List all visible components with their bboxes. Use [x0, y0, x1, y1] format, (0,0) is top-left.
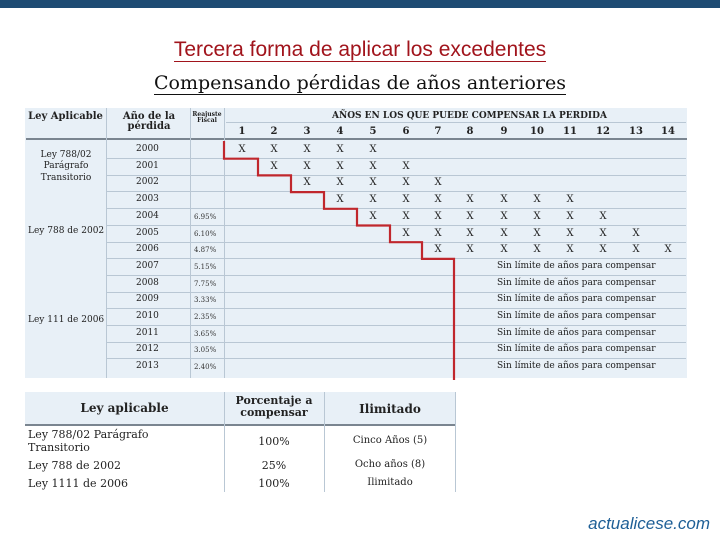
slide-title: Tercera forma de aplicar los excedentes [173, 38, 547, 61]
header-years-group: AÑOS EN LOS QUE PUEDE COMPENSAR LA PERDIDA [332, 111, 607, 121]
row-divider [106, 158, 686, 159]
header-group-underline [226, 122, 686, 123]
col-divider-2 [190, 108, 191, 378]
loss-year: 2002 [136, 177, 159, 188]
compensation-mark: X [466, 194, 474, 206]
compensation-mark: X [434, 227, 442, 239]
header-reajuste: Reajuste Fiscal [192, 111, 222, 124]
year-col-header: 6 [402, 126, 410, 137]
compensation-mark: X [402, 210, 410, 222]
table2-row-lim: Ocho años (8) [354, 459, 426, 470]
compensation-mark: X [466, 244, 474, 256]
compensation-mark: X [402, 194, 410, 206]
no-limit-note: Sin límite de años para compensar [497, 327, 656, 338]
compensation-mark: X [599, 244, 607, 256]
compensation-mark: X [303, 144, 311, 155]
loss-year: 2009 [136, 294, 159, 305]
compensation-mark: X [599, 227, 607, 239]
compensation-mark: X [336, 194, 344, 206]
loss-year: 2011 [136, 327, 159, 338]
compensation-mark: X [566, 244, 574, 256]
reajuste-value: 6.95% [194, 212, 217, 221]
year-col-header: 14 [661, 126, 675, 137]
reajuste-value: 7.75% [194, 279, 217, 288]
compensation-mark: X [369, 177, 377, 189]
compensation-mark: X [566, 227, 574, 239]
year-col-header: 4 [336, 126, 344, 137]
reajuste-value: 3.65% [194, 329, 217, 338]
no-limit-note: Sin límite de años para compensar [497, 361, 656, 372]
year-col-header: 11 [563, 126, 577, 137]
compensation-mark: X [500, 194, 508, 206]
no-limit-note: Sin límite de años para compensar [497, 344, 656, 355]
loss-year: 2005 [136, 227, 159, 238]
no-limit-note: Sin límite de años para compensar [497, 260, 656, 271]
compensation-mark: X [402, 227, 410, 239]
compensation-mark: X [500, 227, 508, 239]
col-divider-1 [106, 108, 107, 378]
year-col-header: 1 [238, 126, 246, 137]
loss-year: 2001 [136, 160, 159, 171]
compensation-mark: X [270, 144, 278, 155]
year-col-header: 8 [466, 126, 474, 137]
row-divider [106, 242, 686, 243]
table2-row-ley: Ley 1111 de 2006 [28, 477, 129, 490]
year-col-header: 3 [303, 126, 311, 137]
table2-right-edge [455, 392, 456, 492]
year-col-header: 12 [596, 126, 610, 137]
compensation-mark: X [369, 144, 377, 155]
row-divider [106, 175, 686, 176]
ley-label-788: Ley 788 de 2002 [28, 226, 105, 236]
table2-row-pct: 100% [258, 477, 290, 490]
compensation-mark: X [533, 194, 541, 206]
table2-row-pct: 100% [258, 435, 290, 448]
year-col-header: 7 [434, 126, 442, 137]
table2-header-lim: Ilimitado [359, 402, 421, 416]
compensation-mark: X [402, 160, 410, 172]
loss-year: 2006 [136, 244, 159, 255]
row-divider [106, 225, 686, 226]
compensation-mark: X [434, 177, 442, 189]
reajuste-value: 3.05% [194, 346, 217, 355]
compensation-mark: X [369, 160, 377, 172]
no-limit-note: Sin límite de años para compensar [497, 311, 656, 321]
compensation-mark: X [533, 210, 541, 222]
row-divider [106, 292, 686, 293]
compensation-mark: X [566, 194, 574, 206]
ley-label-transitorio: Ley 788/02 Parágrafo Transitorio [40, 150, 92, 183]
reajuste-value: 6.10% [194, 229, 217, 238]
reajuste-value: 4.87% [194, 246, 217, 255]
table2-col-divider-1 [224, 392, 225, 492]
row-divider [106, 208, 686, 209]
footer-brand: actualicese.com [588, 514, 710, 533]
reajuste-value: 5.15% [194, 262, 217, 271]
compensation-mark: X [303, 177, 311, 189]
compensation-mark: X [434, 210, 442, 222]
year-col-header: 5 [369, 126, 377, 137]
header-ley: Ley Aplicable [28, 111, 103, 122]
row-divider [106, 191, 686, 192]
compensation-mark: X [599, 210, 607, 222]
compensation-mark: X [533, 227, 541, 239]
compensation-mark: X [303, 160, 311, 172]
row-divider [106, 275, 686, 276]
compensation-mark: X [434, 244, 442, 256]
no-limit-note: Sin límite de años para compensar [497, 294, 656, 305]
compensation-mark: X [632, 227, 640, 239]
compensation-mark: X [434, 194, 442, 206]
table2-row-ley: Ley 788 de 2002 [28, 459, 122, 472]
compensation-mark: X [402, 177, 410, 189]
loss-year: 2007 [136, 260, 159, 271]
row-divider [106, 342, 686, 343]
year-col-header: 9 [500, 126, 508, 137]
compensation-mark: X [369, 210, 377, 222]
compensation-mark: X [533, 244, 541, 256]
compensation-mark: X [566, 210, 574, 222]
reajuste-value: 2.35% [194, 313, 217, 321]
compensation-mark: X [466, 210, 474, 222]
header-divider [26, 138, 687, 140]
table2-header-divider [25, 424, 455, 426]
compensation-mark: X [336, 160, 344, 172]
reajuste-value: 2.40% [194, 363, 217, 372]
loss-year: 2012 [136, 344, 159, 355]
row-divider [106, 358, 686, 359]
table2-row-lim: Cinco Años (5) [352, 435, 428, 446]
row-divider [106, 325, 686, 326]
compensation-mark: X [336, 177, 344, 189]
row-divider [106, 308, 686, 309]
compensation-mark: X [336, 144, 344, 155]
loss-year: 2010 [136, 311, 159, 321]
loss-year: 2008 [136, 277, 159, 288]
table2-header-pct: Porcentaje a compensar [235, 394, 313, 420]
loss-year: 2000 [136, 144, 159, 154]
reajuste-value: 3.33% [194, 296, 217, 305]
compensation-mark: X [632, 244, 640, 256]
year-col-header: 10 [530, 126, 544, 137]
compensation-mark: X [238, 144, 246, 155]
compensation-mark: X [500, 210, 508, 222]
compensation-mark: X [664, 244, 672, 256]
table2-col-divider-2 [324, 392, 325, 492]
loss-year: 2013 [136, 361, 159, 372]
loss-year: 2004 [136, 210, 159, 221]
table2-header-ley: Ley aplicable [80, 401, 169, 415]
table2-row-pct: 25% [261, 459, 287, 472]
year-col-header: 13 [629, 126, 643, 137]
table2-row-ley: Ley 788/02 Parágrafo Transitorio [28, 428, 149, 455]
compensation-mark: X [369, 194, 377, 206]
top-bar [0, 0, 720, 8]
col-divider-3 [224, 108, 225, 378]
header-anio: Año de la pérdida [122, 111, 176, 132]
compensation-mark: X [466, 227, 474, 239]
slide-subtitle: Compensando pérdidas de años anteriores [154, 72, 566, 94]
compensation-mark: X [270, 160, 278, 172]
row-divider [106, 258, 686, 259]
ley-label-111: Ley 111 de 2006 [28, 315, 105, 325]
no-limit-note: Sin límite de años para compensar [497, 277, 656, 288]
compensation-mark: X [500, 244, 508, 256]
loss-year: 2003 [136, 194, 159, 205]
year-col-header: 2 [270, 126, 278, 137]
table2-row-lim: Ilimitado [367, 477, 413, 488]
